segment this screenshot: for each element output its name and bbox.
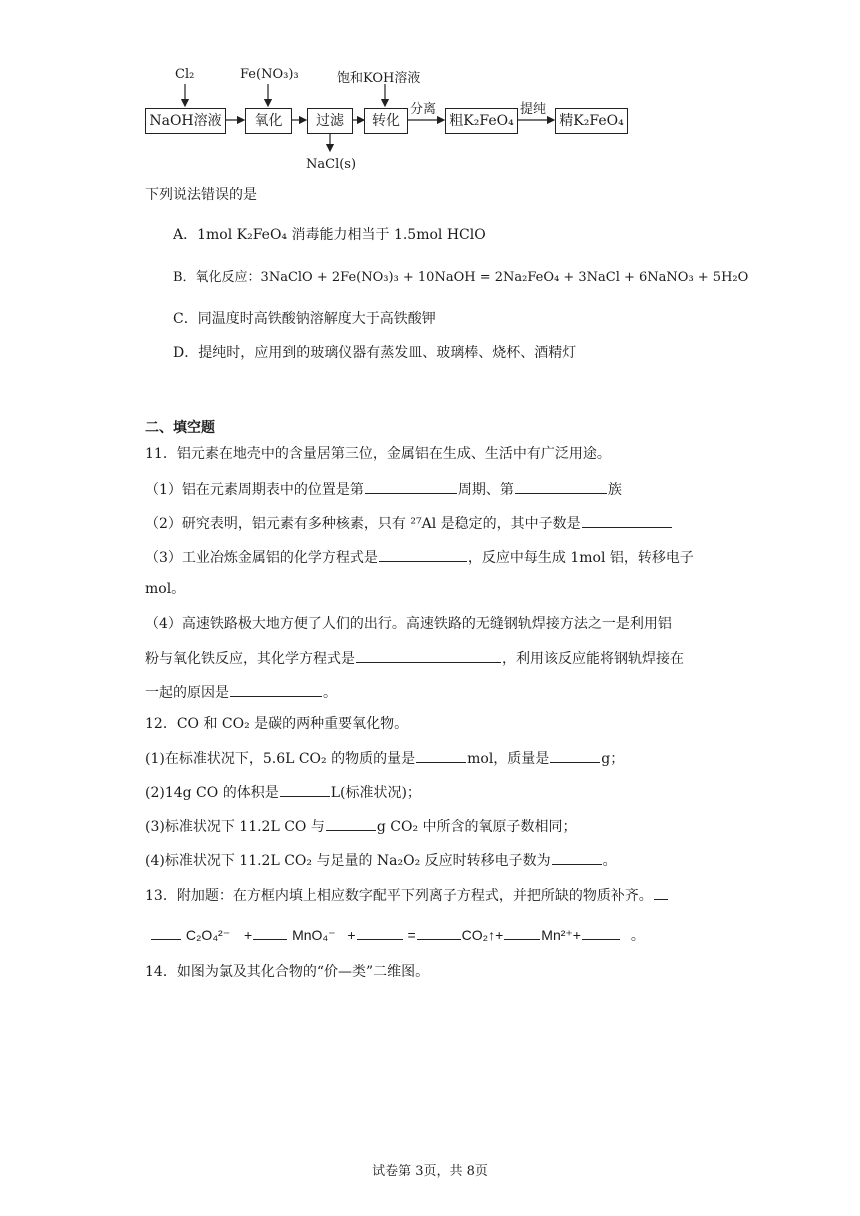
flow-input-koh: 饱和KOH溶液 bbox=[337, 71, 421, 86]
q12-part1 bbox=[145, 748, 624, 769]
q12-part1-text-a: (1)在标准状况下，5.6L CO₂ 的物质的量是 bbox=[145, 751, 416, 767]
q13-equals: = bbox=[407, 927, 416, 943]
q12-part3-blank-mass[interactable] bbox=[326, 816, 376, 831]
q12-part4-text-b: 。 bbox=[602, 853, 617, 869]
q13-plus-1: + bbox=[243, 927, 253, 943]
flow-box-filter: 过滤 bbox=[307, 108, 353, 134]
flow-box-naoh: NaOH溶液 bbox=[145, 108, 226, 134]
q11-part4-line2 bbox=[145, 648, 684, 669]
q10-option-a: A．1mol K₂FeO₄ 消毒能力相当于 1.5mol HClO bbox=[173, 227, 486, 243]
q13-ionic-equation bbox=[150, 925, 645, 945]
section-title: 二、填空题 bbox=[145, 420, 215, 436]
q12-part3-text-a: (3)标准状况下 11.2L CO 与 bbox=[145, 819, 325, 835]
flow-box-pure-product: 精K₂FeO₄ bbox=[555, 108, 628, 134]
q13-plus-2: + bbox=[347, 927, 356, 943]
q12-part2-blank-volume[interactable] bbox=[280, 782, 330, 797]
q11-part1-text-a: （1）铝在元素周期表中的位置是第 bbox=[145, 482, 364, 498]
q11-part3-blank-equation[interactable] bbox=[379, 547, 467, 562]
q11-part2-blank-neutrons[interactable] bbox=[582, 513, 672, 528]
q12-stem: 12．CO 和 CO₂ 是碳的两种重要氧化物。 bbox=[145, 716, 409, 732]
q12-part3 bbox=[145, 816, 577, 837]
q11-part3-cont: mol。 bbox=[145, 581, 186, 597]
q11-stem: 11．铝元素在地壳中的含量居第三位，金属铝在生成、生活中有广泛用途。 bbox=[145, 446, 611, 462]
q11-part4-line1: （4）高速铁路极大地方便了人们的出行。高速铁路的无缝钢轨焊接方法之一是利用铝 bbox=[145, 616, 672, 632]
q12-part4 bbox=[145, 850, 617, 871]
q11-part4-line3 bbox=[145, 682, 337, 703]
q12-part1-blank-moles[interactable] bbox=[416, 748, 466, 763]
q11-part4-blank-reason[interactable] bbox=[230, 682, 322, 697]
q11-part3-text-a: （3）工业冶炼金属铝的化学方程式是 bbox=[145, 550, 378, 566]
q11-part3-text-b: ，反应中每生成 1mol 铝，转移电子 bbox=[467, 550, 694, 566]
page-footer: 试卷第 3页，共 8页 bbox=[372, 1164, 488, 1179]
q11-part4-text-e: 。 bbox=[323, 685, 337, 701]
q13-species-mn: Mn²⁺+ bbox=[541, 927, 581, 943]
q11-part1-blank-period[interactable] bbox=[365, 479, 457, 494]
q10-option-c: C．同温度时高铁酸钠溶解度大于高铁酸钾 bbox=[173, 311, 436, 327]
flow-label-separate: 分离 bbox=[410, 102, 437, 117]
q13-stem bbox=[145, 885, 669, 906]
q13-coef-co2[interactable] bbox=[417, 925, 461, 940]
q11-part1-blank-group[interactable] bbox=[515, 479, 607, 494]
q13-coef-mno4[interactable] bbox=[253, 925, 287, 940]
q13-missing-reactant[interactable] bbox=[357, 925, 403, 940]
q12-part4-text-a: (4)标准状况下 11.2L CO₂ 与足量的 Na₂O₂ 反应时转移电子数为 bbox=[145, 853, 551, 869]
q13-missing-product[interactable] bbox=[582, 925, 620, 940]
q13-stem-blank[interactable] bbox=[654, 885, 668, 900]
q12-part1-text-c: g； bbox=[601, 751, 625, 767]
q11-part1-text-b: 周期、第 bbox=[457, 482, 514, 498]
flow-box-convert: 转化 bbox=[364, 108, 408, 134]
flow-input-cl2: Cl₂ bbox=[175, 67, 195, 82]
flow-box-oxidation: 氧化 bbox=[245, 108, 292, 134]
q12-part1-text-b: mol，质量是 bbox=[467, 751, 550, 767]
q11-part4-text-d: 一起的原因是 bbox=[145, 685, 229, 701]
q12-part3-text-b: g CO₂ 中所含的氧原子数相同； bbox=[376, 819, 577, 835]
q13-species-c2o4: C₂O₄²⁻ bbox=[185, 927, 231, 943]
q12-part4-blank-electrons[interactable] bbox=[552, 850, 602, 865]
q12-part1-blank-mass[interactable] bbox=[550, 748, 600, 763]
q13-species-mno4: MnO₄⁻ bbox=[292, 927, 336, 943]
q13-species-co2: CO₂↑+ bbox=[461, 927, 504, 943]
q11-part1-text-c: 族 bbox=[607, 482, 622, 498]
q12-part2-text-a: (2)14g CO 的体积是 bbox=[145, 785, 279, 801]
q13-coef-mn[interactable] bbox=[504, 925, 540, 940]
q11-part1 bbox=[145, 479, 622, 500]
q10-option-b: B．氧化反应：3NaClO + 2Fe(NO₃)₃ + 10NaOH = 2Na₂FeO₄ + 3NaCl + 6NaNO₃ + 5H₂O bbox=[173, 270, 749, 285]
flow-output-nacl: NaCl(s) bbox=[306, 157, 357, 172]
q11-part2-text: （2）研究表明，铝元素有多种核素，只有 ²⁷Al 是稳定的，其中子数是 bbox=[145, 516, 581, 532]
q12-part2-text-b: L(标准状况)； bbox=[330, 785, 421, 801]
q11-part2 bbox=[145, 513, 673, 534]
q13-coef-c2o4[interactable] bbox=[151, 925, 181, 940]
flow-label-purify: 提纯 bbox=[520, 102, 547, 117]
q14-stem: 14．如图为氯及其化合物的“价—类”二维图。 bbox=[145, 964, 430, 980]
q13-end: 。 bbox=[630, 927, 645, 943]
q11-part3 bbox=[145, 547, 694, 568]
q10-option-d: D．提纯时，应用到的玻璃仪器有蒸发皿、玻璃棒、烧杯、酒精灯 bbox=[173, 345, 577, 361]
q12-part2 bbox=[145, 782, 421, 803]
flow-box-crude-product: 粗K₂FeO₄ bbox=[445, 108, 518, 134]
q11-part4-text-c: ，利用该反应能将钢轨焊接在 bbox=[502, 651, 684, 667]
q11-part4-blank-equation[interactable] bbox=[356, 648, 501, 663]
q10-prompt: 下列说法错误的是 bbox=[145, 187, 257, 203]
q11-part4-text-b: 粉与氧化铁反应，其化学方程式是 bbox=[145, 651, 355, 667]
flow-input-fe-nitrate: Fe(NO₃)₃ bbox=[240, 67, 299, 82]
q13-stem-text: 13．附加题：在方框内填上相应数字配平下列离子方程式，并把所缺的物质补齐。 bbox=[145, 888, 653, 904]
